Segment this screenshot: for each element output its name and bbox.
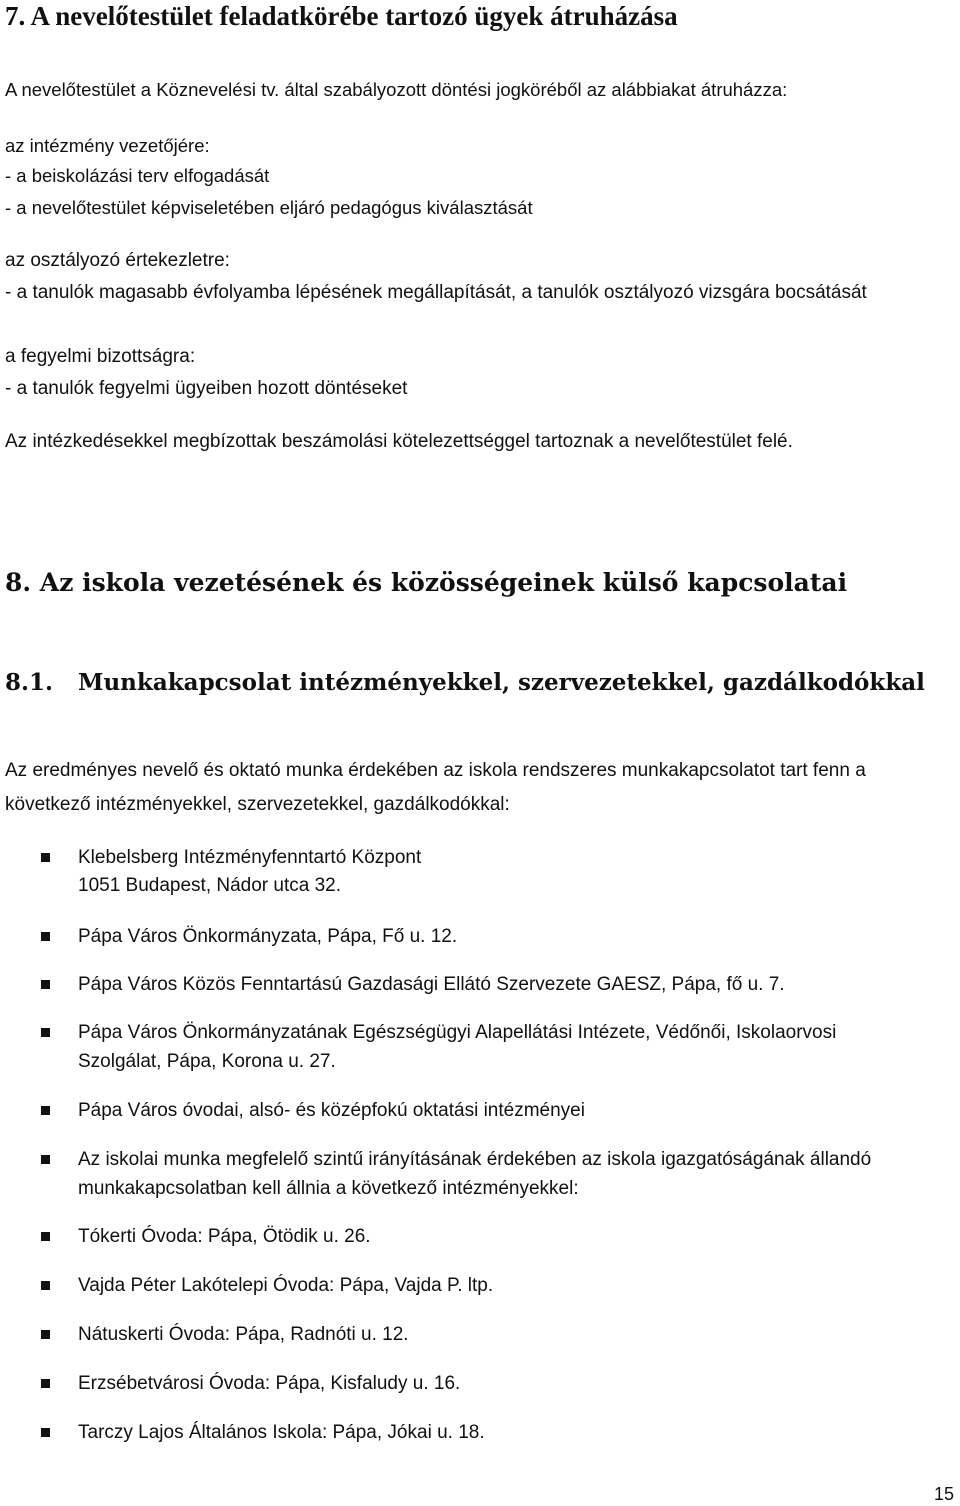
section-8-heading: 8. Az iskola vezetésének és közösségeinek külső kapcsolatai	[5, 568, 848, 597]
group-1-title: az intézmény vezetőjére:	[5, 135, 210, 156]
group-3-item: - a tanulók fegyelmi ügyeiben hozott döntéseket	[5, 378, 408, 399]
list-item-line: munkakapcsolatban kell állnia a következő intézményekkel:	[78, 1178, 579, 1199]
list-item-line: Tarczy Lajos Általános Iskola: Pápa, Jókai u. 18.	[78, 1422, 485, 1443]
square-bullet-icon	[41, 1428, 50, 1437]
list-item-line: Vajda Péter Lakótelepi Óvoda: Pápa, Vajda P. ltp.	[78, 1275, 494, 1296]
list-item-line: Pápa Város óvodai, alsó- és középfokú oktatási intézményei	[78, 1100, 585, 1121]
square-bullet-icon	[41, 1330, 50, 1339]
square-bullet-icon	[41, 980, 50, 989]
section-8-paragraph-line: Az eredményes nevelő és oktató munka érdekében az iskola rendszeres munkakapcsolatot tart fenn a	[5, 760, 866, 781]
group-1-item: - a beiskolázási terv elfogadását	[5, 165, 270, 186]
square-bullet-icon	[41, 1232, 50, 1241]
section-7-intro: A nevelőtestület a Köznevelési tv. által szabályozott döntési jogköréből az alábbiakat átruházza:	[5, 79, 788, 100]
list-item-line: Pápa Város Önkormányzata, Pápa, Fő u. 12.	[78, 926, 458, 947]
square-bullet-icon	[41, 1106, 50, 1115]
subsection-number: 8.1.	[5, 669, 54, 696]
group-2-title: az osztályozó értekezletre:	[5, 250, 230, 271]
list-item-line: Nátuskerti Óvoda: Pápa, Radnóti u. 12.	[78, 1324, 409, 1345]
square-bullet-icon	[41, 1281, 50, 1290]
list-item-line: Pápa Város Önkormányzatának Egészségügyi Alapellátási Intézete, Védőnői, Iskolaorvosi	[78, 1022, 837, 1043]
square-bullet-icon	[41, 1155, 50, 1164]
square-bullet-icon	[41, 1028, 50, 1037]
subsection-title: Munkakapcsolat intézményekkel, szervezetekkel, gazdálkodókkal	[78, 669, 925, 696]
group-1-item: - a nevelőtestület képviseletében eljáró pedagógus kiválasztását	[5, 197, 533, 218]
section-7-heading: 7. A nevelőtestület feladatkörébe tartozó ügyek átruházása	[5, 1, 678, 31]
list-item-line: Tókerti Óvoda: Pápa, Ötödik u. 26.	[78, 1226, 371, 1247]
section-8-paragraph-line: következő intézményekkel, szervezetekkel, gazdálkodókkal:	[5, 794, 510, 815]
list-item-line: Az iskolai munka megfelelő szintű irányításának érdekében az iskola igazgatóságának állandó	[78, 1149, 872, 1170]
list-item-line: Erzsébetvárosi Óvoda: Pápa, Kisfaludy u. 16.	[78, 1373, 461, 1394]
page-number: 15	[934, 1484, 955, 1504]
list-item-line: Szolgálat, Pápa, Korona u. 27.	[78, 1051, 336, 1072]
square-bullet-icon	[41, 932, 50, 941]
list-item-line: Pápa Város Közös Fenntartású Gazdasági Ellátó Szervezete GAESZ, Pápa, fő u. 7.	[78, 974, 785, 995]
section-7-closing: Az intézkedésekkel megbízottak beszámolási kötelezettséggel tartoznak a nevelőtestület felé.	[5, 431, 793, 452]
square-bullet-icon	[41, 1379, 50, 1388]
list-item-line: Klebelsberg Intézményfenntartó Központ	[78, 847, 422, 868]
square-bullet-icon	[41, 853, 50, 862]
group-2-item: - a tanulók magasabb évfolyamba lépésének megállapítását, a tanulók osztályozó vizsgára bocsátását	[5, 282, 867, 303]
list-item-line: 1051 Budapest, Nádor utca 32.	[78, 875, 342, 896]
group-3-title: a fegyelmi bizottságra:	[5, 346, 196, 367]
